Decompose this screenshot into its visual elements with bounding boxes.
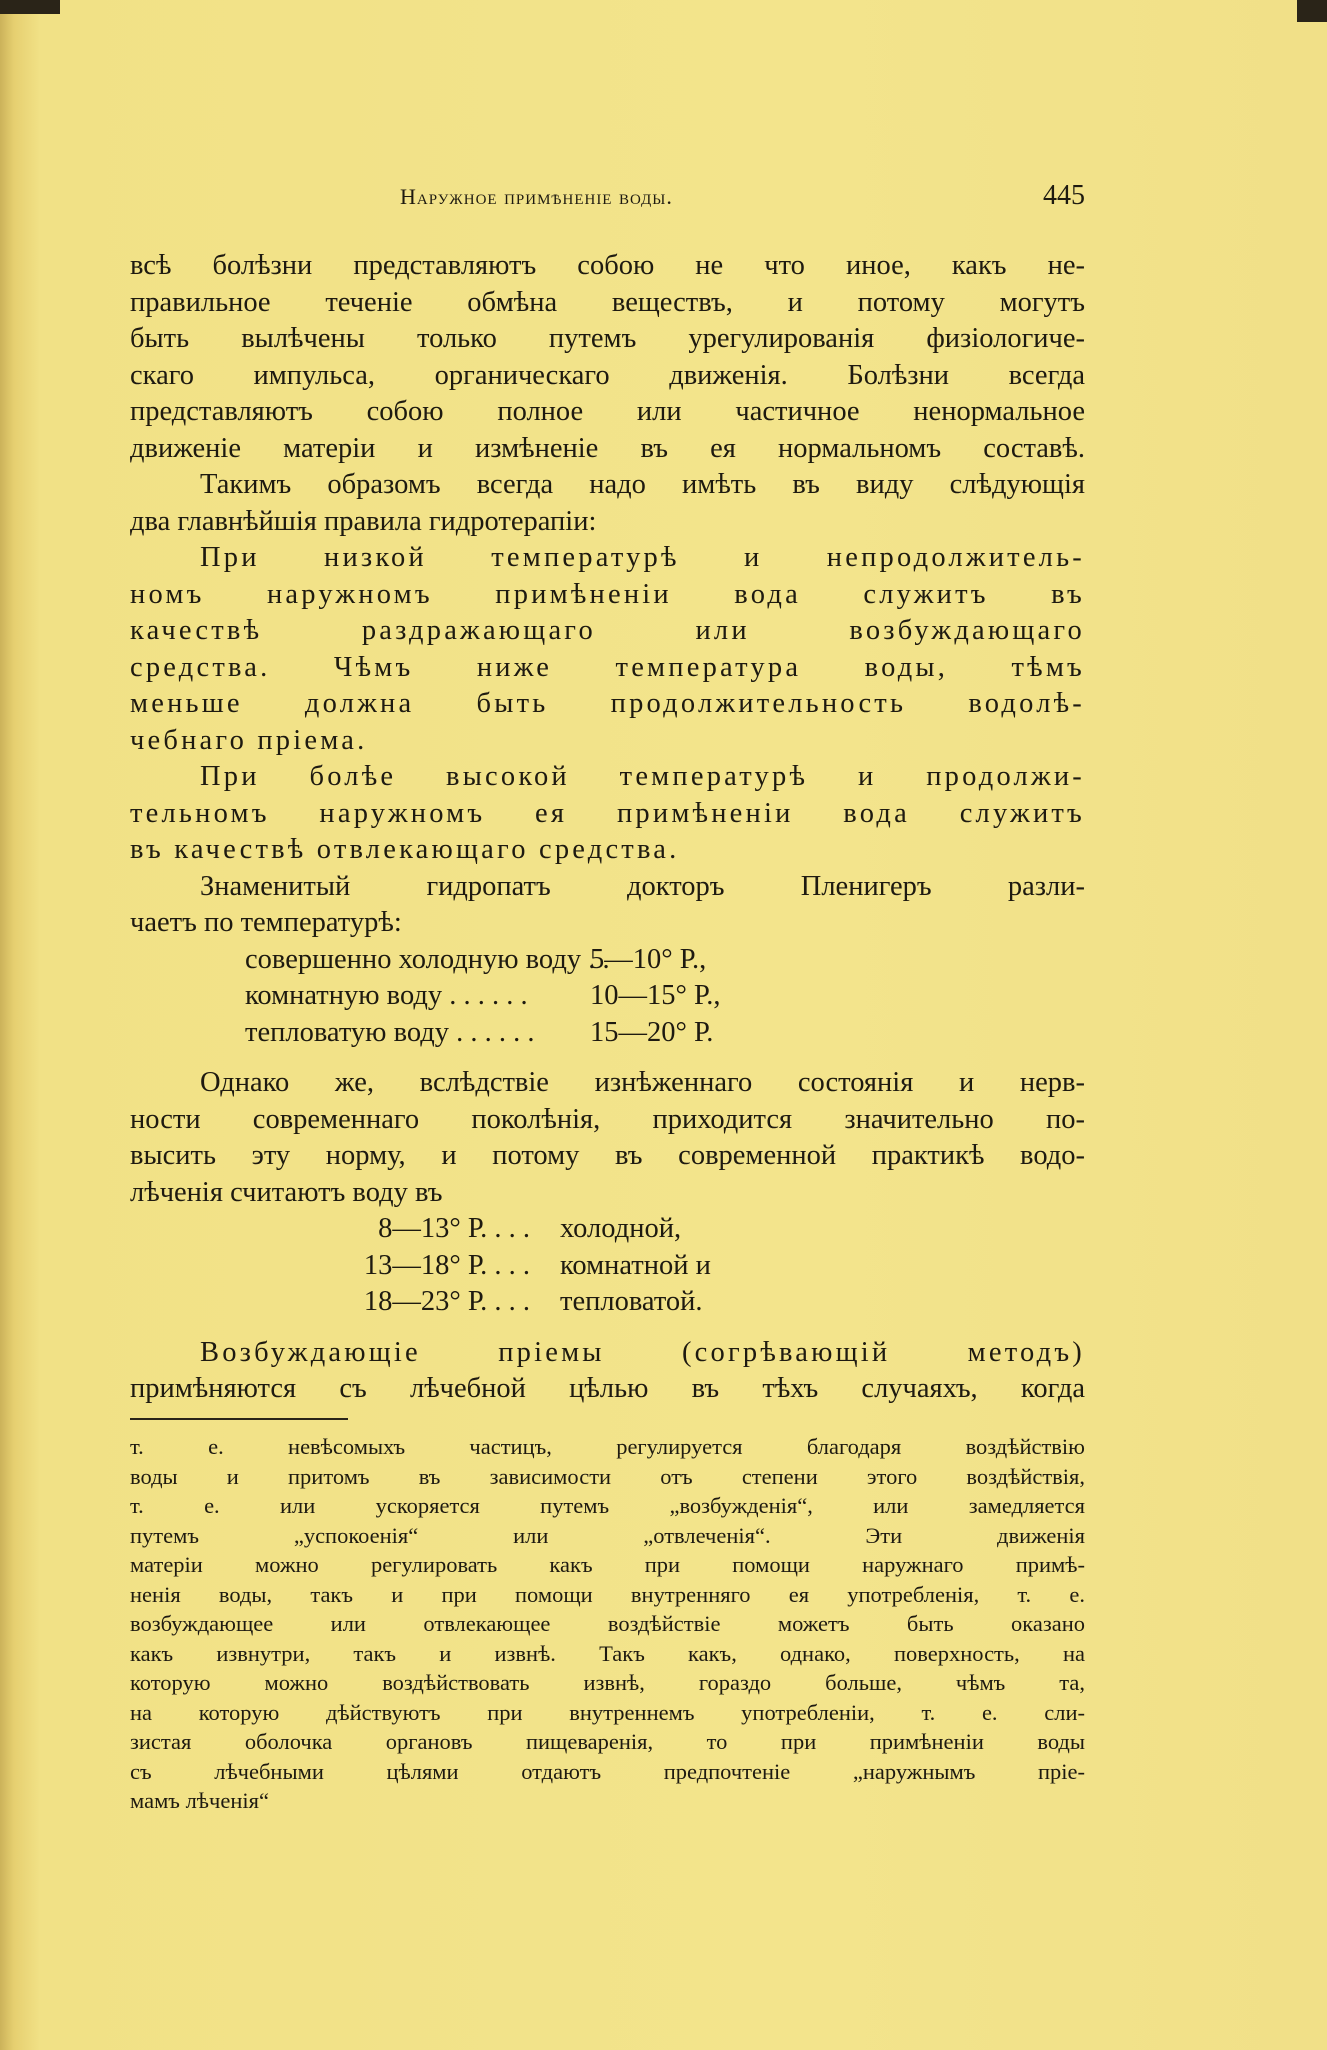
footnote-line: которую можно воздѣйствовать извнѣ, гораздо больше, чѣмъ та, — [130, 1670, 1085, 1695]
rule-line: средства. Чѣмъ ниже температура воды, тѣмъ — [130, 651, 1085, 683]
table-row — [130, 942, 1085, 979]
text-line: лѣченія считаютъ воду въ — [130, 1176, 443, 1208]
footnote-line: съ лѣчебными цѣлями отдаютъ предпочтеніе „наружнымъ пріе- — [130, 1758, 1085, 1784]
text-line: Такимъ образомъ всегда надо имѣть въ виду слѣдующія — [200, 469, 1085, 500]
footnote — [130, 1432, 1085, 1816]
rule-line: При низкой температурѣ и непродолжитель- — [200, 542, 1085, 573]
table-value: 5—10° Р., — [590, 943, 707, 975]
footnote-rule — [130, 1418, 348, 1420]
rule-line: въ качествѣ отвлекающаго средства. — [130, 834, 680, 865]
rule-line: чебнаго пріема. — [130, 724, 368, 756]
text-line: представляютъ собою полное или частичное ненормальное — [130, 396, 1085, 427]
table-row — [130, 1211, 1085, 1248]
text-line: правильное теченіе обмѣна веществъ, и потому могутъ — [130, 286, 1085, 318]
table-row — [130, 1248, 1085, 1285]
footnote-line: зистая оболочка органовъ пищеваренія, то при примѣненіи воды — [130, 1729, 1085, 1754]
rule-line: качествѣ раздражающаго или возбуждающаго — [130, 615, 1085, 646]
page-header — [130, 180, 1085, 220]
text-line: всѣ болѣзни представляютъ собою не что иное, какъ не- — [130, 250, 1085, 281]
footnote-line: мамъ лѣченія“ — [130, 1788, 269, 1813]
table-label: 18—23° Р. . . . — [363, 1286, 530, 1317]
text-line: два главнѣйшія правила гидротерапіи: — [130, 505, 597, 537]
scan-edge — [1297, 0, 1327, 22]
table-value: холодной, — [560, 1213, 682, 1244]
footnote-line: какъ извнутри, такъ и извнѣ. Такъ какъ, однако, поверхность, на — [130, 1640, 1085, 1666]
table-value: 10—15° Р., — [590, 980, 721, 1011]
footnote-line: ненія воды, такъ и при помощи внутренняго ея употребленія, т. е. — [130, 1581, 1085, 1607]
page-number: 445 — [1043, 180, 1085, 211]
footnote-line: матеріи можно регулировать какъ при помощи наружнаго примѣ- — [130, 1552, 1085, 1577]
text-line: высить эту норму, и потому въ современной практикѣ водо- — [130, 1140, 1085, 1171]
table-row — [130, 1284, 1085, 1321]
table-row — [130, 1015, 1085, 1052]
table-value: 15—20° Р. — [590, 1016, 714, 1048]
table-label: 13—18° Р. . . . — [363, 1249, 530, 1281]
text-line: чаетъ по температурѣ: — [130, 907, 402, 938]
temperature-table-pleniger — [130, 942, 1085, 1052]
footnote-line: на которую дѣйствуютъ при внутреннемъ употребленіи, т. е. сли- — [130, 1699, 1085, 1725]
footnote-line: путемъ „успокоенія“ или „отвлеченія“. Эти движенія — [130, 1522, 1085, 1548]
temperature-table-modern — [130, 1211, 1085, 1321]
text-line: примѣняются съ лѣчебной цѣлью въ тѣхъ случаяхъ, когда — [130, 1373, 1085, 1404]
text-line: Знаменитый гидропатъ докторъ Пленигеръ разли- — [200, 870, 1085, 902]
rule-line: номъ наружномъ примѣненіи вода служитъ въ — [130, 578, 1085, 610]
footnote-line: воды и притомъ въ зависимости отъ степени этого воздѣйствія, — [130, 1463, 1085, 1489]
main-text — [130, 248, 1085, 1408]
table-label: совершенно холодную воду . . — [245, 943, 610, 975]
table-label: 8—13° Р. . . . — [378, 1213, 530, 1244]
rule-line: меньше должна быть продолжительность водолѣ- — [130, 688, 1085, 719]
rule-line: При болѣе высокой температурѣ и продолжи- — [200, 761, 1085, 792]
running-title: Наружное примѣненіе воды. — [400, 184, 673, 209]
text-line: Однако же, вслѣдствіе изнѣженнаго состоянія и нерв- — [200, 1067, 1085, 1098]
text-line: движеніе матеріи и измѣненіе въ ея нормальномъ составѣ. — [130, 432, 1085, 464]
scan-edge — [0, 0, 60, 14]
table-label: тепловатую воду . . . . . . — [245, 1016, 535, 1048]
footnote-line: т. е. невѣсомыхъ частицъ, регулируется благодаря воздѣйствію — [130, 1434, 1085, 1459]
table-label: комнатную воду . . . . . . — [245, 980, 528, 1011]
text-line: скаго импульса, органическаго движенія. Болѣзни всегда — [130, 359, 1085, 391]
table-value: комнатной и — [560, 1249, 711, 1281]
table-row — [130, 978, 1085, 1015]
footnote-line: возбуждающее или отвлекающее воздѣйствіе можетъ быть оказано — [130, 1611, 1085, 1636]
text-line: Возбуждающіе пріемы (согрѣвающій методъ) — [200, 1336, 1085, 1368]
text-line: ности современнаго поколѣнія, приходится значительно по- — [130, 1103, 1085, 1135]
text-line: быть вылѣчены только путемъ урегулированія физіологиче- — [130, 323, 1085, 354]
rule-line: тельномъ наружномъ ея примѣненіи вода служитъ — [130, 797, 1085, 829]
footnote-line: т. е. или ускоряется путемъ „возбужденія“, или замедляется — [130, 1493, 1085, 1518]
table-value: тепловатой. — [560, 1286, 703, 1317]
